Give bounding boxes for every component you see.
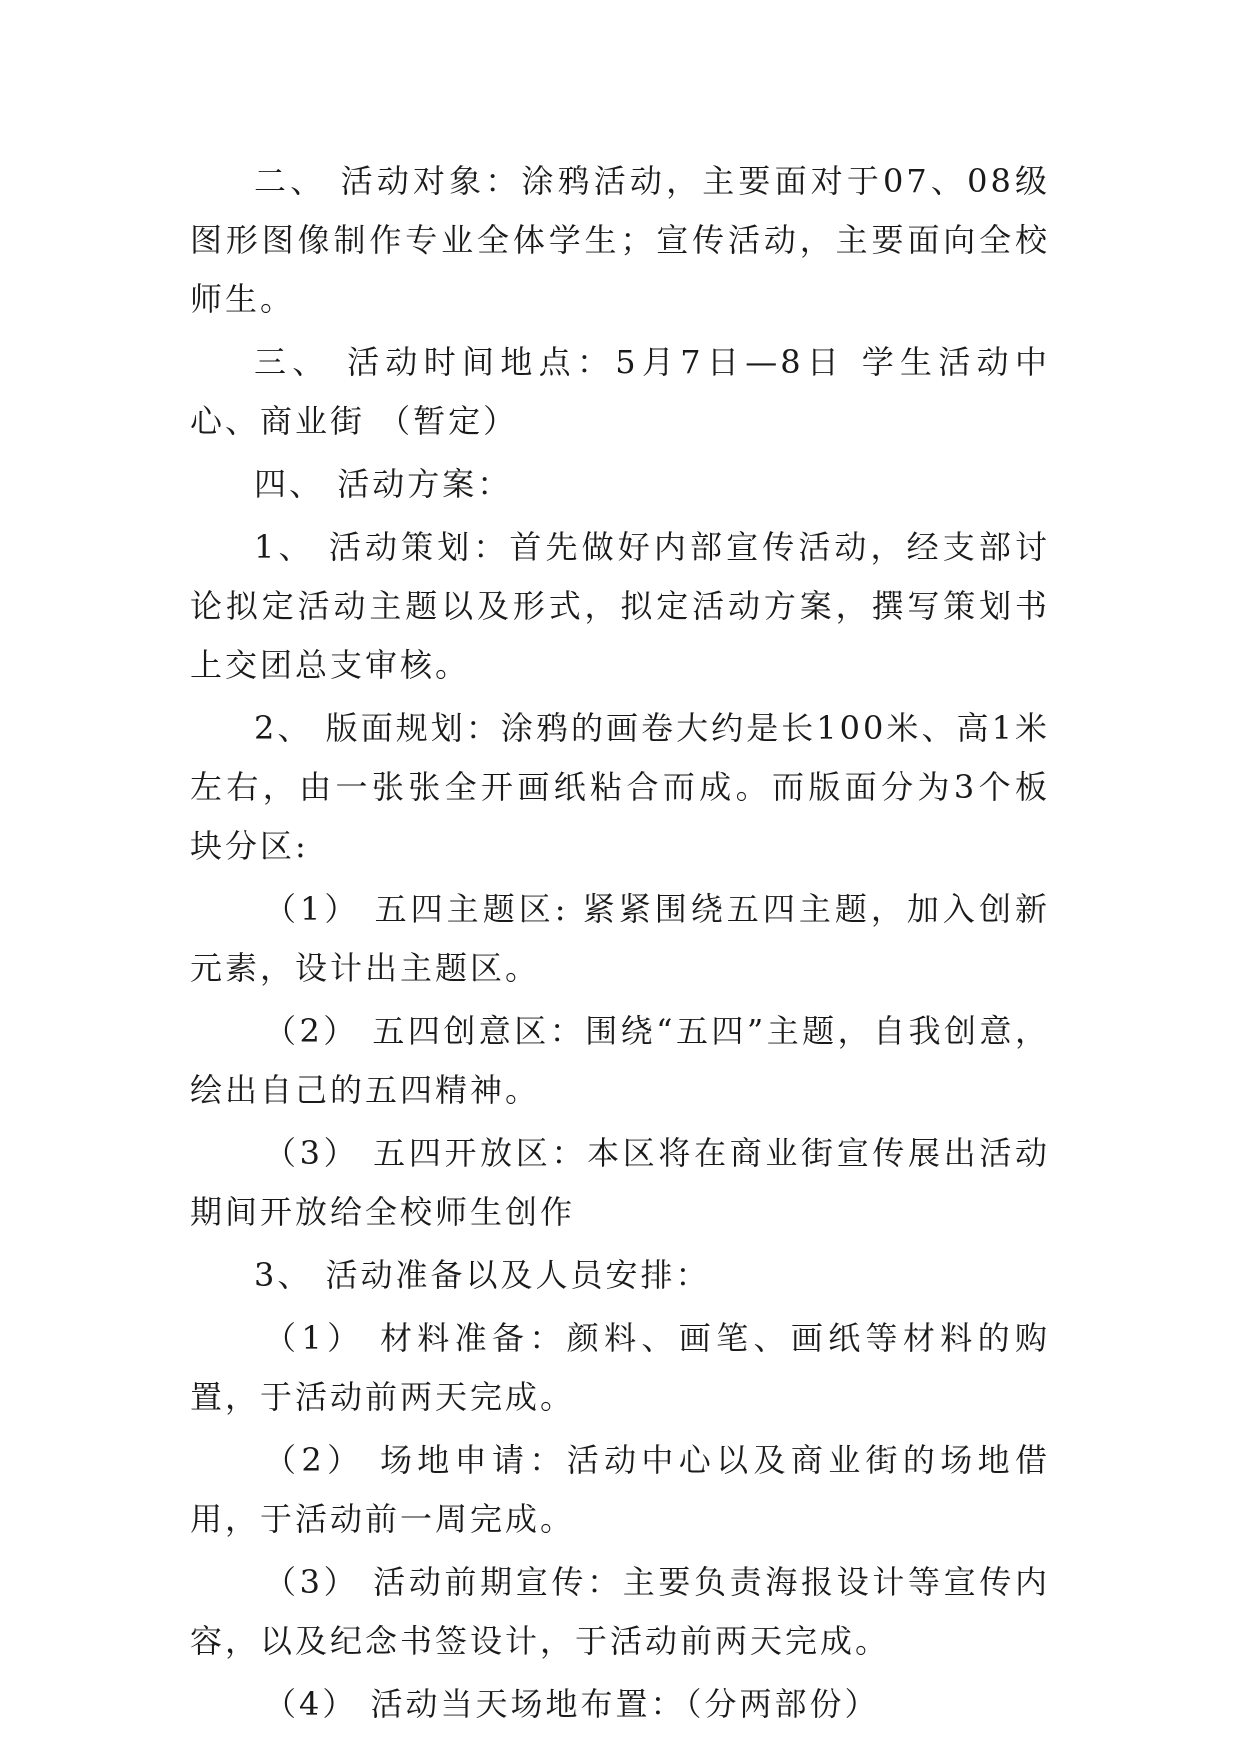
paragraph-open-zone bbox=[190, 1124, 1050, 1242]
paragraph-text: 版面规划：涂鸦的画卷大约是长100米、高1米左右，由一张张全开画纸粘合而成。而版面分为3个板块分区: bbox=[190, 709, 1050, 865]
paragraph-marker: （2） bbox=[264, 1441, 380, 1479]
paragraph-preparation-heading bbox=[190, 1246, 1050, 1305]
paragraph-materials bbox=[190, 1309, 1050, 1427]
paragraph-marker: （3） bbox=[264, 1563, 374, 1601]
paragraph-text: 活动当天场地布置：（分两部份） bbox=[370, 1685, 880, 1723]
paragraph-text: 场地申请：活动中心以及商业街的场地借用，于活动前一周完成。 bbox=[190, 1441, 1050, 1538]
paragraph-text: 五四开放区：本区将在商业街宣传展出活动期间开放给全校师生创作 bbox=[190, 1134, 1050, 1231]
paragraph-marker: 1、 bbox=[254, 528, 329, 566]
paragraph-layout-planning bbox=[190, 699, 1050, 876]
paragraph-marker: （1） bbox=[264, 1319, 380, 1357]
document-body bbox=[190, 152, 1050, 1738]
paragraph-text: 五四创意区：围绕“五四”主题，自我创意，绘出自己的五四精神。 bbox=[190, 1012, 1050, 1109]
paragraph-marker: 2、 bbox=[254, 709, 326, 747]
paragraph-activity-time-place bbox=[190, 333, 1050, 451]
paragraph-early-publicity bbox=[190, 1553, 1050, 1671]
paragraph-venue-setup bbox=[190, 1675, 1050, 1734]
paragraph-text: 活动对象：涂鸦活动，主要面对于07、08级图形图像制作专业全体学生；宣传活动，主要面向全校师生。 bbox=[190, 162, 1050, 318]
paragraph-marker: 3、 bbox=[254, 1256, 326, 1294]
paragraph-venue-application bbox=[190, 1431, 1050, 1549]
paragraph-text: 活动方案： bbox=[337, 465, 513, 503]
paragraph-activity-plan-heading bbox=[190, 455, 1050, 514]
paragraph-marker: （2） bbox=[264, 1012, 373, 1050]
paragraph-text: 活动策划：首先做好内部宣传活动，经支部讨论拟定活动主题以及形式，拟定活动方案，撰写策划书上交团总支审核。 bbox=[190, 528, 1050, 684]
paragraph-text: 活动准备以及人员安排： bbox=[325, 1256, 711, 1294]
paragraph-text: 材料准备：颜料、画笔、画纸等材料的购置，于活动前两天完成。 bbox=[190, 1319, 1050, 1416]
paragraph-marker: （4） bbox=[264, 1685, 371, 1723]
paragraph-marker: （3） bbox=[264, 1134, 374, 1172]
paragraph-text: 活动前期宣传：主要负责海报设计等宣传内容，以及纪念书签设计，于活动前两天完成。 bbox=[190, 1563, 1050, 1660]
paragraph-creative-zone bbox=[190, 1002, 1050, 1120]
paragraph-marker: 二、 bbox=[254, 162, 341, 200]
paragraph-marker: 四、 bbox=[254, 465, 338, 503]
paragraph-activity-target bbox=[190, 152, 1050, 329]
paragraph-theme-zone bbox=[190, 880, 1050, 998]
paragraph-marker: （1） bbox=[264, 890, 375, 928]
paragraph-activity-planning bbox=[190, 518, 1050, 695]
paragraph-text: 五四主题区: 紧紧围绕五四主题，加入创新元素，设计出主题区。 bbox=[190, 890, 1050, 987]
paragraph-text: 活动时间地点：5月7日—8日 学生活动中心、商业街 （暂定） bbox=[190, 343, 1050, 440]
paragraph-marker: 三、 bbox=[254, 343, 348, 381]
